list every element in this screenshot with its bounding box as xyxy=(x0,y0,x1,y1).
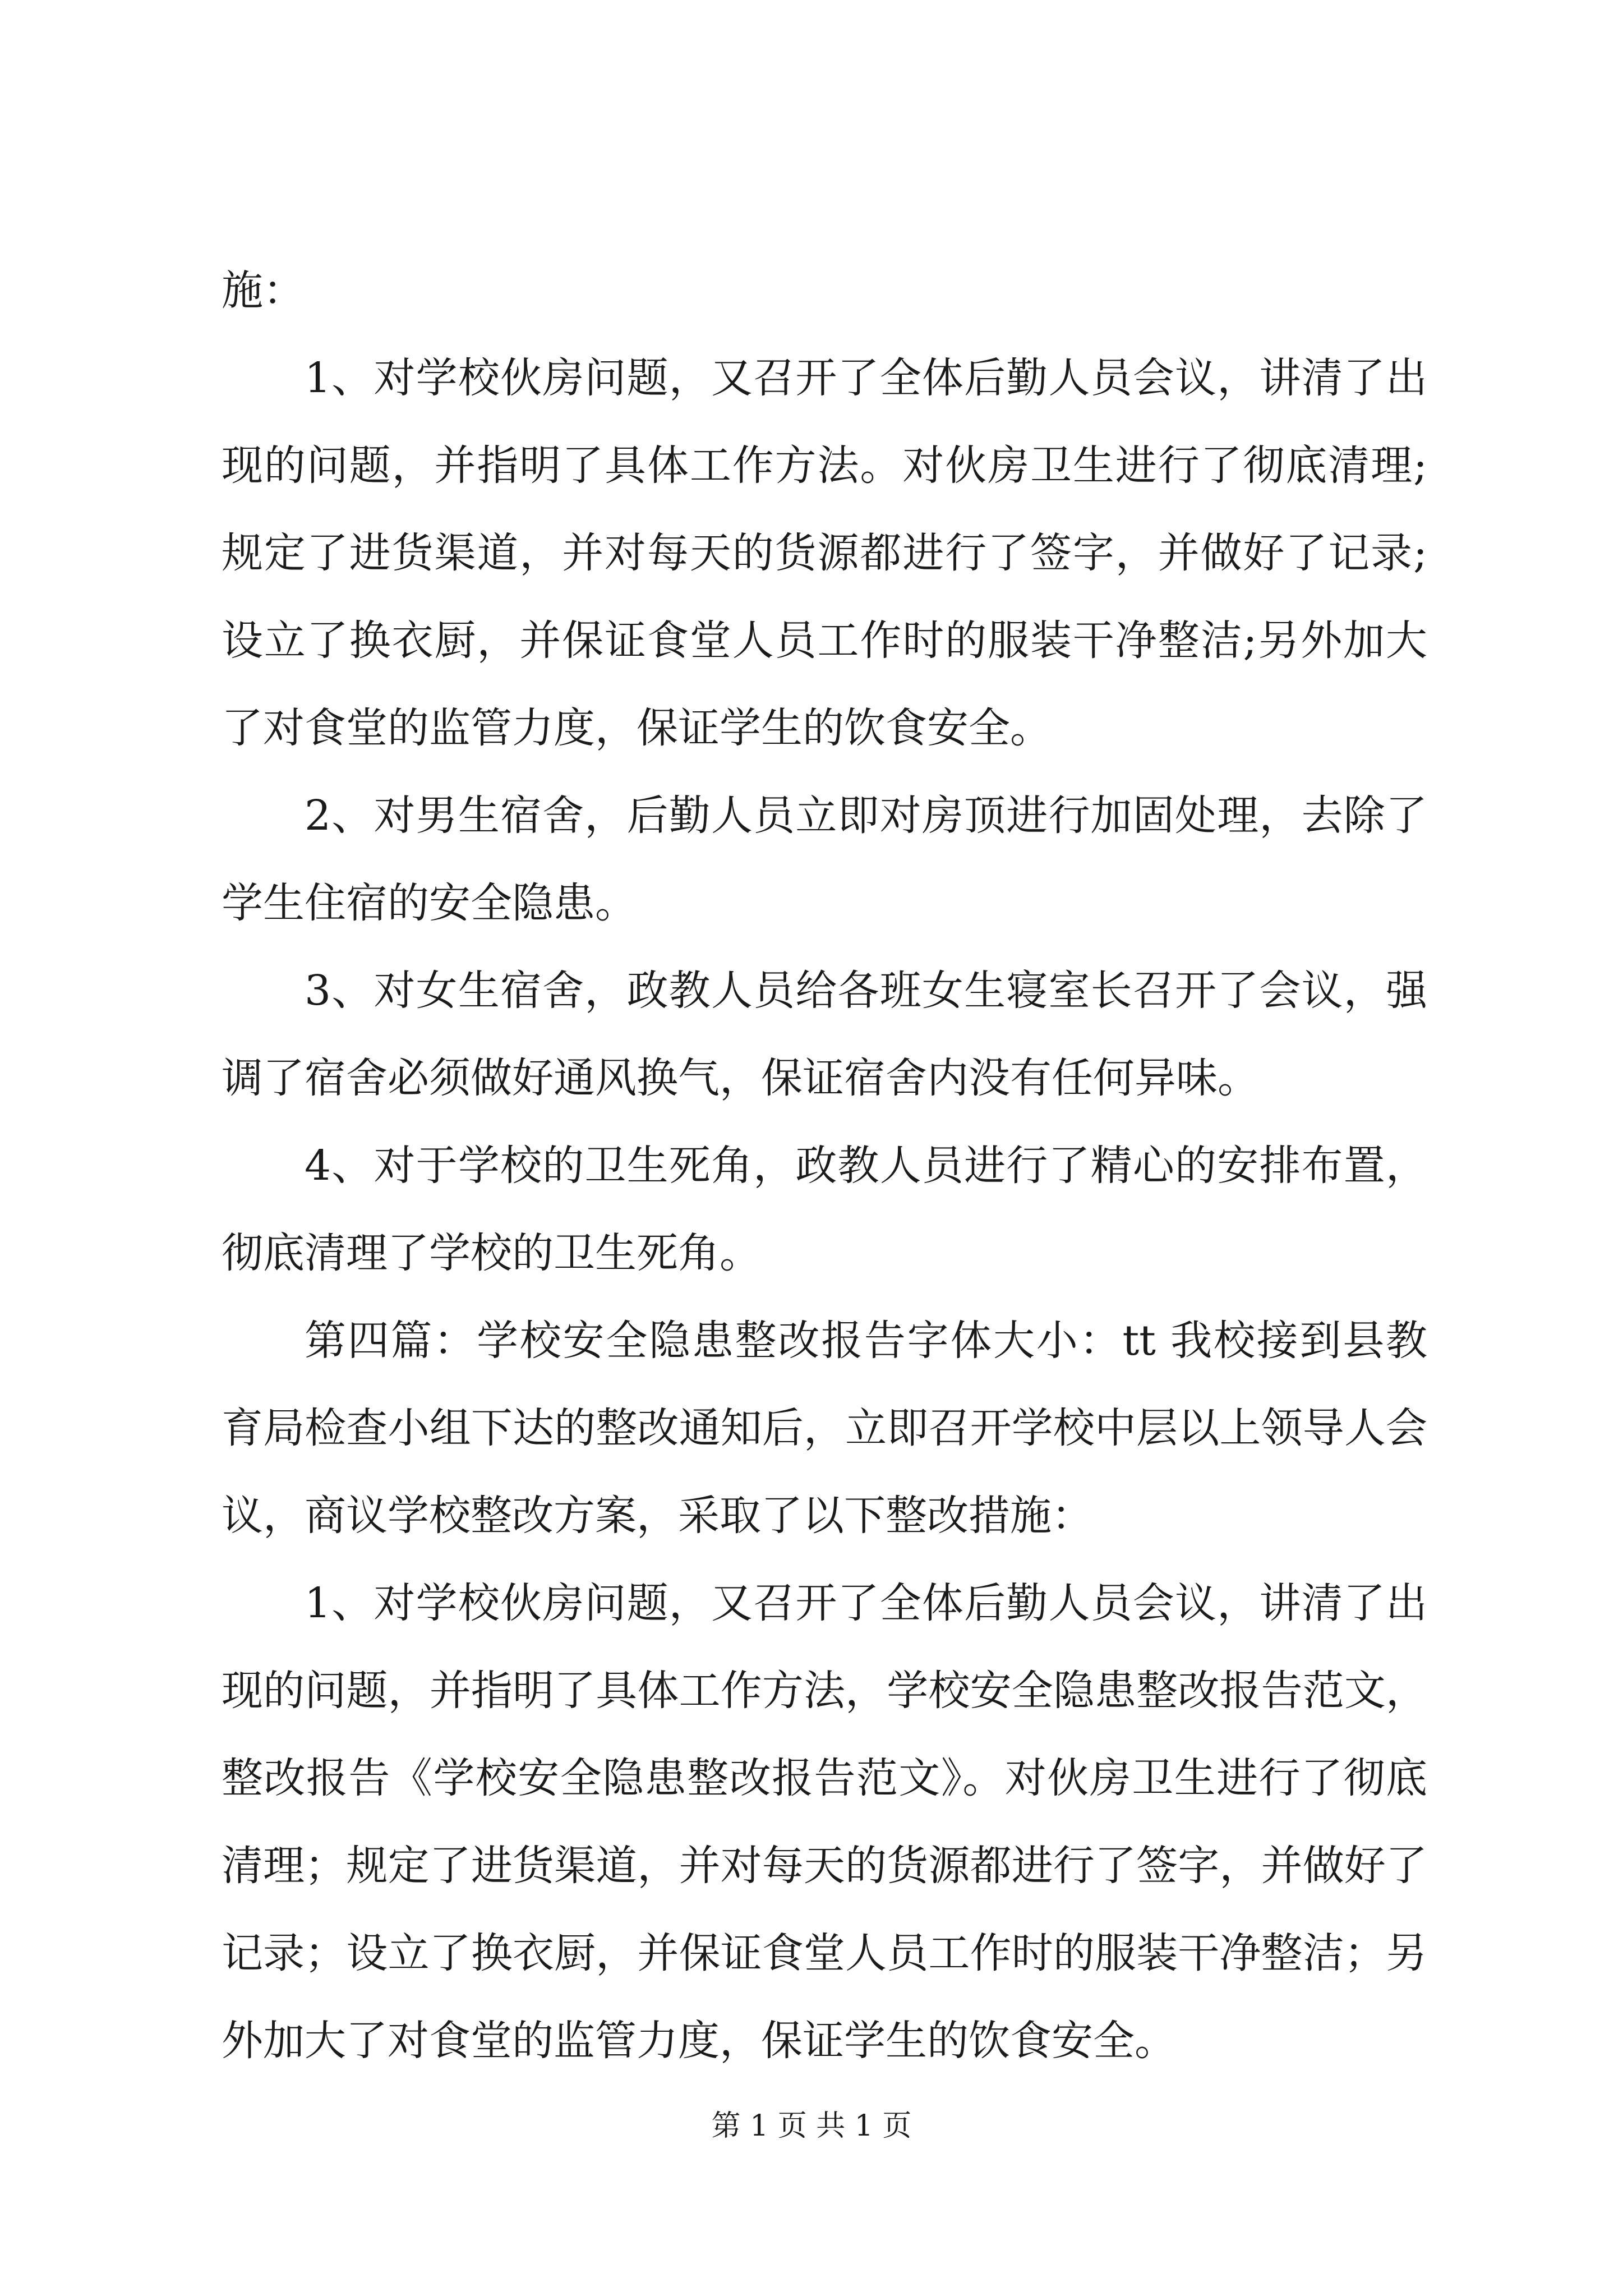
paragraph-4: 3、对女生宿舍，政教人员给各班女生寝室长召开了会议，强调了宿舍必须做好通风换气，保证宿舍内没有任何异味。 xyxy=(222,967,1427,1102)
document-body xyxy=(222,247,1427,2085)
paragraph-2: 1、对学校伙房问题，又召开了全体后勤人员会议，讲清了出现的问题，并指明了具体工作方法。对伙房卫生进行了彻底清理;规定了进货渠道，并对每天的货源都进行了签字，并做好了记录;设立了换衣厨，并保证食堂人员工作时的服装干净整洁;另外加大了对食堂的监管力度，保证学生的饮食安全。 xyxy=(222,354,1427,752)
paragraph-5: 4、对于学校的卫生死角，政教人员进行了精心的安排布置，彻底清理了学校的卫生死角。 xyxy=(222,1142,1427,1277)
paragraph-6: 第四篇：学校安全隐患整改报告字体大小：tt 我校接到县教育局检查小组下达的整改通知后，立即召开学校中层以上领导人会议，商议学校整改方案，采取了以下整改措施： xyxy=(222,1317,1427,1540)
paragraph-3: 2、对男生宿舍，后勤人员立即对房顶进行加固处理，去除了学生住宿的安全隐患。 xyxy=(222,792,1427,927)
paragraph-1: 施： xyxy=(222,266,305,315)
page-footer: 第 1 页 共 1 页 xyxy=(711,2109,912,2143)
paragraph-7: 1、对学校伙房问题，又召开了全体后勤人员会议，讲清了出现的问题，并指明了具体工作方法，学校安全隐患整改报告范文，整改报告《学校安全隐患整改报告范文》。对伙房卫生进行了彻底清理；规定了进货渠道，并对每天的货源都进行了签字，并做好了记录；设立了换衣厨，并保证食堂人员工作时的服装干净整洁；另外加大了对食堂的监管力度，保证学生的饮食安全。 xyxy=(222,1579,1427,2065)
